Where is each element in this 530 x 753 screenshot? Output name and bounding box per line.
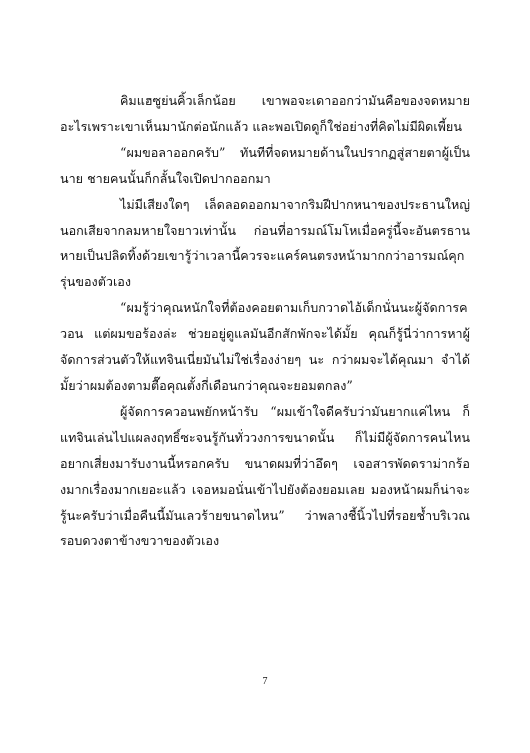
body-text <box>60 88 470 554</box>
paragraph-5: ผู้จัดการควอนพยักหน้ารับ “ผมเข้าใจดีครับว่ามันยากแค่ไหน ก็แทจินเล่นไปแผลงฤทธิ์ซะจนรู้กันทั่ววงการขนาดนั้น ก็ไม่มีผู้จัดการคนไหนอยากเสี่ยงมารับงานนี้หรอกครับ ขนาดผมที่ว่าอึดๆ เจอสารพัดดราม่ากร้องมากเรื่องมากเยอะแล้ว เจอหมอนั่นเข้าไปยังต้องยอมเลย มองหน้าผมก็น่าจะรู้นะครับว่าเมื่อคืนนี้มันเลวร้ายขนาดไหน” ว่าพลางชี้นิ้วไปที่รอยช้ำบริเวณรอบดวงตาข้างขวาของตัวเอง <box>60 403 470 549</box>
paragraph-4: “ผมรู้ว่าคุณหนักใจที่ต้องคอยตามเก็บกวาดไอ้เด็กนั่นนะผู้จัดการควอน แต่ผมขอร้องล่ะ ช่วยอยู่ดูแลมันอีกสักพักจะได้มั้ย คุณก็รู้นี่ว่าการหาผู้จัดการส่วนตัวให้แทจินเนี่ยมันไม่ใช่เรื่องง่ายๆ นะ กว่าผมจะได้คุณมา จำได้มั้ยว่าผมต้องตามตื๊อคุณตั้งกี่เดือนกว่าคุณจะยอมตกลง” <box>60 300 470 393</box>
paragraph-2: “ผมขอลาออกครับ” ทันทีที่จดหมายด้านในปรากฏสู่สายตาผู้เป็นนาย ชายคนนั้นก็กลั้นใจเปิดปากออกมา <box>60 144 470 186</box>
paragraph-1: คิมแฮซูย่นคิ้วเล็กน้อย เขาพอจะเดาออกว่ามันคือของจดหมายอะไรเพราะเขาเห็นมานักต่อนักแล้ว และพอเปิดดูก็ใช่อย่างที่คิดไม่มีผิดเพี้ยน <box>60 93 470 134</box>
paragraph-3: ไม่มีเสียงใดๆ เล็ดลอดออกมาจากริมฝีปากหนาของประธานใหญ่ นอกเสียจากลมหายใจยาวเท่านั้น ก่อนที่อารมณ์โมโหเมื่อครู่นี้จะอันตรธานหายเป็นปลิดทิ้งด้วยเขารู้ว่าเวลานี้ควรจะแคร์คนตรงหน้ามากกว่าอารมณ์คุกรุ่นของตัวเอง <box>60 196 470 290</box>
page-number: 7 <box>262 676 268 687</box>
